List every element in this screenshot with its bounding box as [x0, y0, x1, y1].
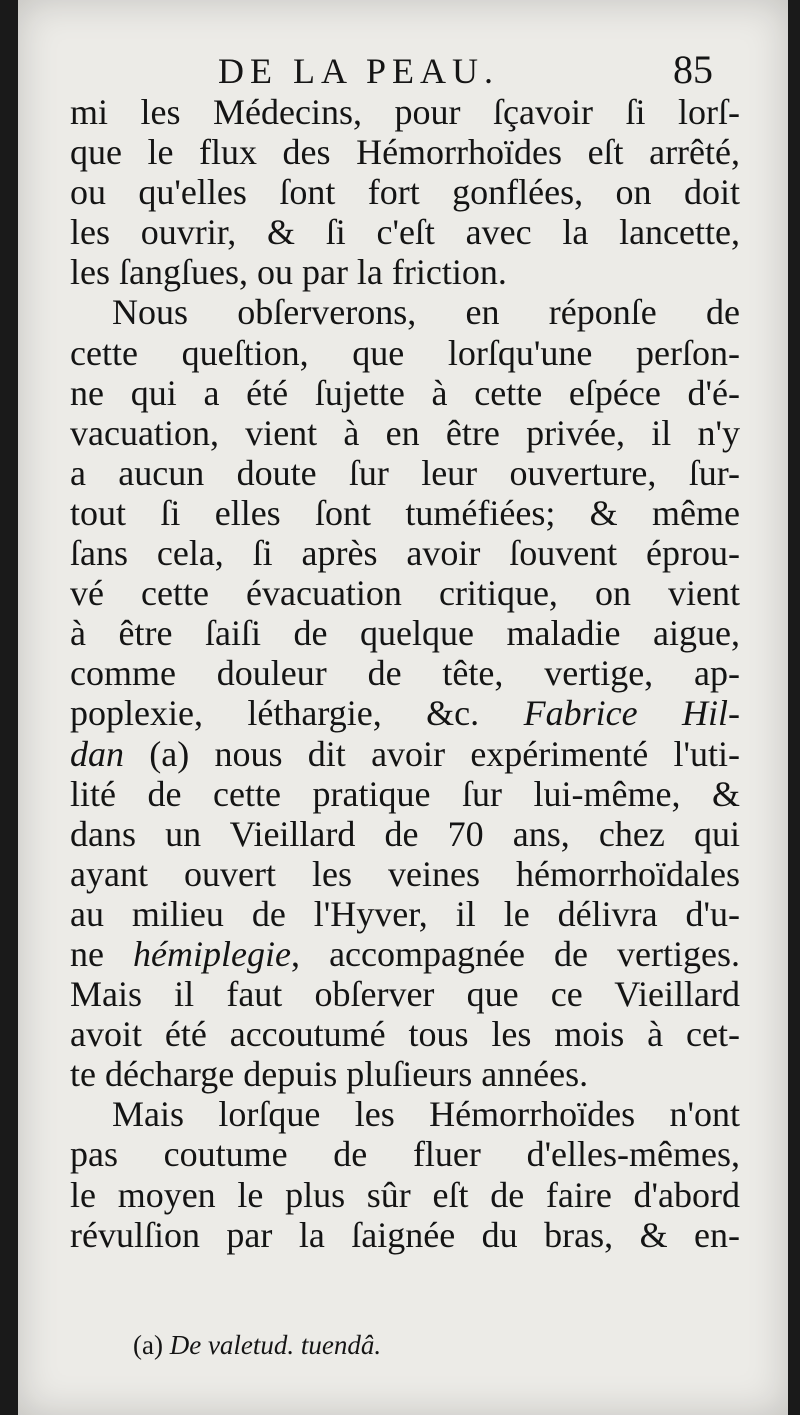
text-line	[70, 693, 740, 733]
line-text: ne qui a été ſujette à cette eſpéce d'é-	[70, 372, 740, 413]
line-text: à être ſaiſi de quelque maladie aigue,	[70, 613, 740, 654]
line-text: avoit été accoutumé tous les mois à cet-	[70, 1014, 740, 1055]
text-line	[70, 373, 740, 413]
text-line	[70, 653, 740, 693]
line-text: Nous obſerverons, en réponſe de	[112, 292, 740, 333]
text-line	[70, 292, 740, 332]
text-line	[70, 573, 740, 613]
text-line	[70, 934, 740, 974]
text-line	[70, 132, 740, 172]
italic-text: hémiplegie	[133, 933, 291, 974]
book-page	[18, 0, 788, 1415]
text-line	[70, 894, 740, 934]
text-line	[70, 854, 740, 894]
text-line	[70, 1054, 740, 1094]
line-text: poplexie, léthargie, &c.	[70, 693, 524, 734]
text-line	[70, 252, 740, 292]
text-line	[70, 1215, 740, 1255]
line-text: te décharge depuis pluſieurs années.	[70, 1054, 589, 1095]
text-line	[70, 814, 740, 854]
line-text: ou qu'elles ſont fort gonflées, on doit	[70, 172, 740, 213]
text-line	[70, 92, 740, 132]
line-text: a aucun doute ſur leur ouverture, ſur-	[70, 452, 740, 493]
footnote-mark: (a)	[133, 1330, 163, 1360]
line-text: ſans cela, ſi après avoir ſouvent éprou-	[70, 533, 740, 574]
text-line	[70, 774, 740, 814]
body-text	[70, 92, 740, 1255]
text-line	[70, 333, 740, 373]
text-line	[70, 734, 740, 774]
italic-text: Fabrice Hil-	[523, 693, 740, 734]
text-line	[70, 1014, 740, 1054]
line-text: révulſion par la ſaignée du bras, & en-	[70, 1214, 740, 1255]
text-line	[70, 1175, 740, 1215]
running-head: DE LA PEAU.	[218, 51, 499, 91]
footnote	[133, 1330, 381, 1361]
italic-text: dan	[70, 733, 124, 774]
line-text: (a) nous dit avoir expérimenté l'uti-	[124, 733, 740, 774]
line-text: cette queſtion, que lorſqu'une perſon-	[70, 332, 740, 373]
line-text: lité de cette pratique ſur lui-même, &	[70, 773, 740, 814]
line-text: Mais il faut obſerver que ce Vieillard	[70, 974, 740, 1015]
text-line	[70, 413, 740, 453]
line-text: tout ſi elles ſont tuméfiées; & même	[70, 492, 740, 533]
text-line	[70, 172, 740, 212]
line-text: dans un Vieillard de 70 ans, chez qui	[70, 813, 740, 854]
line-text: mi les Médecins, pour ſçavoir ſi lorſ-	[70, 92, 740, 132]
line-text: ayant ouvert les veines hémorrhoïdales	[70, 853, 740, 894]
line-text: que le flux des Hémorrhoïdes eſt arrêté,	[70, 132, 740, 173]
text-line	[70, 212, 740, 252]
line-text: les ſangſues, ou par la friction.	[70, 252, 507, 293]
text-line	[70, 974, 740, 1014]
line-text: comme douleur de tête, vertige, ap-	[70, 653, 740, 694]
line-text: au milieu de l'Hyver, il le délivra d'u-	[70, 893, 740, 934]
text-line	[70, 493, 740, 533]
line-text: vacuation, vient à en être privée, il n'y	[70, 412, 740, 453]
text-line	[70, 1134, 740, 1174]
text-line	[70, 613, 740, 653]
line-text: les ouvrir, & ſi c'eſt avec la lancette,	[70, 212, 740, 253]
footnote-text: De valetud. tuendâ.	[169, 1330, 382, 1360]
line-text: pas coutume de fluer d'elles-mêmes,	[70, 1134, 740, 1175]
text-line	[70, 1094, 740, 1134]
line-text: , accompagnée de vertiges.	[291, 933, 740, 974]
text-line	[70, 453, 740, 493]
line-text: vé cette évacuation critique, on vient	[70, 573, 740, 614]
line-text: le moyen le plus sûr eſt de faire d'abord	[70, 1174, 740, 1215]
line-text: Mais lorſque les Hémorrhoïdes n'ont	[112, 1094, 740, 1135]
text-line	[70, 533, 740, 573]
line-text: ne	[70, 933, 134, 974]
page-number: 85	[673, 47, 713, 92]
